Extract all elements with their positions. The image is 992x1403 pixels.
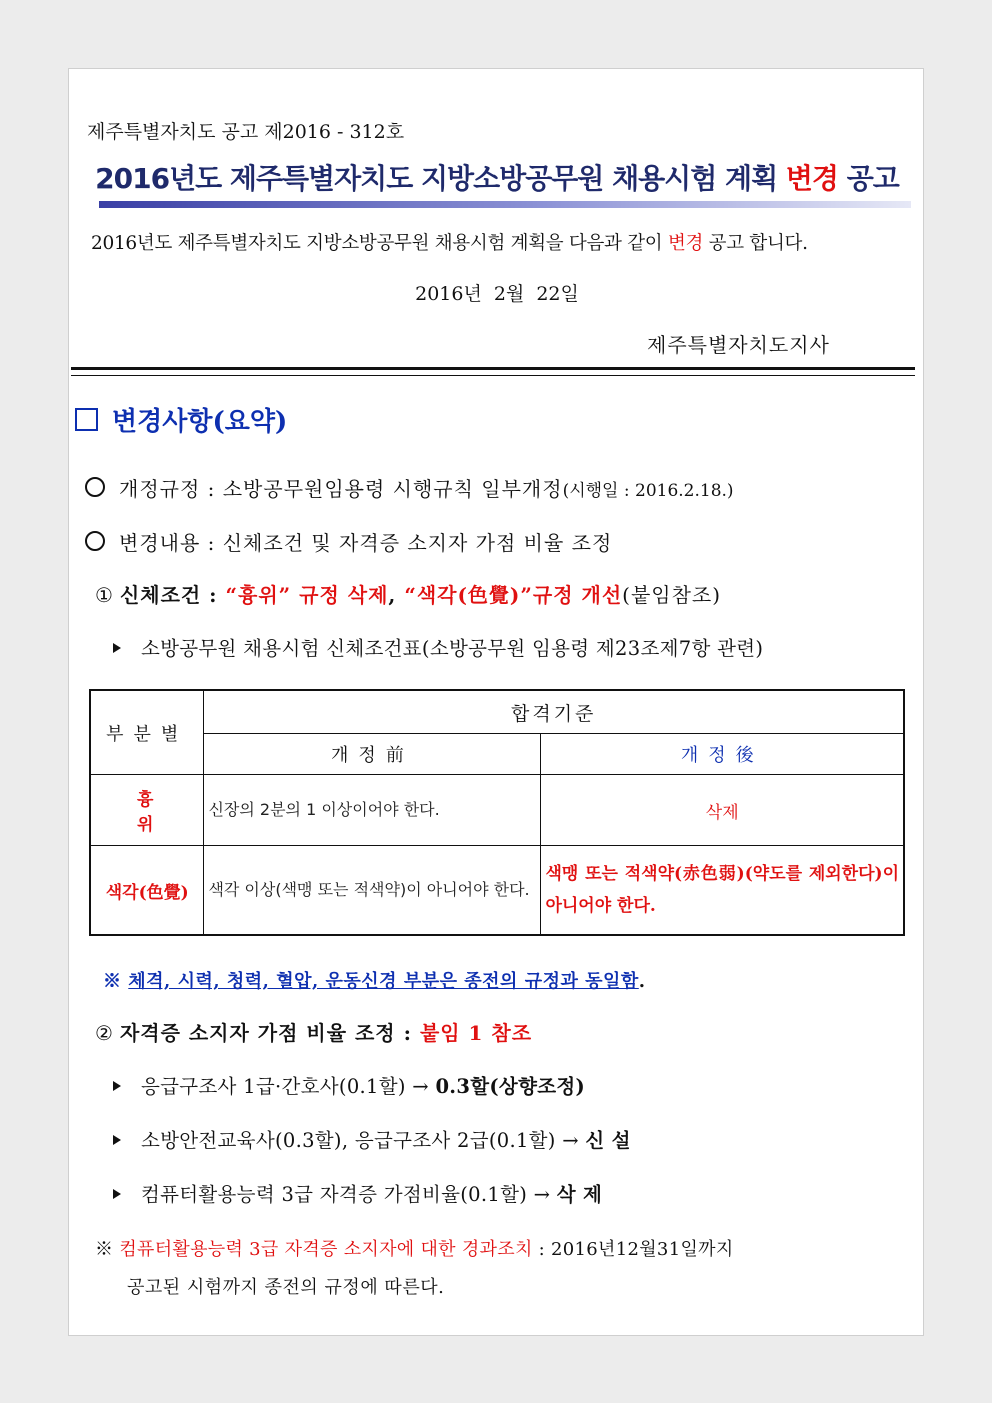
triangle-bullet-icon <box>113 643 121 653</box>
notice-number: 제주특별자치도 공고 제2016 - 312호 <box>87 121 405 143</box>
notice-page <box>68 68 924 1336</box>
bonus-ratio-line <box>95 1017 532 1046</box>
bonus-ratio-label: 자격증 소지자 가점 비율 조정 : <box>119 1021 420 1045</box>
physical-table-caption <box>113 633 763 661</box>
issuer-signature: 제주특별자치도지사 <box>647 333 830 357</box>
transition-note-line2: 공고된 시험까지 종전의 규정에 따른다. <box>127 1277 445 1298</box>
physical-table-caption-text: 소방공무원 채용시험 신체조건표(소방공무원 임용령 제23조제7항 관련) <box>141 637 764 660</box>
change-content-text: 변경내용 : 신체조건 및 자격증 소지자 가점 비율 조정 <box>119 531 613 555</box>
list-item-text: 소방안전교육사(0.3할), 응급구조사 2급(0.1할) → <box>141 1129 586 1152</box>
title-highlight: 변경 <box>785 162 838 195</box>
title-text-end: 공고 <box>837 162 899 195</box>
physical-criteria-table <box>89 689 905 936</box>
triangle-bullet-icon <box>113 1081 121 1091</box>
list-item <box>113 1125 631 1153</box>
separator: , <box>388 583 405 607</box>
row-category: 흉위 <box>90 775 204 846</box>
intro-sentence <box>91 229 808 255</box>
circle-bullet-icon <box>85 477 105 497</box>
note-mark: ※ <box>103 971 129 992</box>
circle-bullet-icon <box>85 531 105 551</box>
triangle-bullet-icon <box>113 1135 121 1145</box>
list-item-result: 신 설 <box>585 1129 631 1152</box>
list-item-result: 삭 제 <box>556 1183 603 1206</box>
header-before-revision: 개정前 <box>204 734 541 775</box>
bonus-attachment-ref: 붙임 1 참조 <box>419 1021 533 1045</box>
chest-rule-deleted: “흉위” 규정 삭제 <box>225 583 389 607</box>
title-underline <box>99 201 911 208</box>
intro-text: 2016년도 제주특별자치도 지방소방공무원 채용시험 계획을 다음과 같이 <box>91 233 668 254</box>
table-row <box>90 775 904 846</box>
header-part: 부분별 <box>90 690 204 775</box>
table-row <box>90 846 904 936</box>
row-after: 삭제 <box>541 775 904 846</box>
note-mark: ※ <box>95 1239 120 1260</box>
notice-title <box>69 157 925 197</box>
change-content-line <box>85 527 612 556</box>
row-after: 색맹 또는 적색약(赤色弱)(약도를 제외한다)이 아니어야 한다. <box>541 846 904 936</box>
intro-highlight: 변경 <box>667 233 704 254</box>
physical-condition-line <box>95 579 721 608</box>
row-before: 색각 이상(색맹 또는 적색약)이 아니어야 한다. <box>204 846 541 936</box>
same-rules-note <box>103 967 646 993</box>
section-heading <box>75 401 287 438</box>
notice-date: 2016년 2월 22일 <box>415 283 579 305</box>
triangle-bullet-icon <box>113 1189 121 1199</box>
title-text: 2016년도 제주특별자치도 지방소방공무원 채용시험 계획 <box>95 162 786 195</box>
row-before: 신장의 2분의 1 이상이어야 한다. <box>204 775 541 846</box>
list-item-text: 응급구조사 1급·간호사(0.1할) → <box>141 1075 436 1098</box>
list-item <box>113 1179 602 1207</box>
note-period: . <box>638 971 646 992</box>
list-item <box>113 1071 585 1099</box>
list-item-text: 컴퓨터활용능력 3급 자격증 가점비율(0.1할) → <box>141 1183 557 1206</box>
item-number: ② <box>95 1021 114 1045</box>
item-number: ① <box>95 583 114 607</box>
color-vision-rule-improved: “색각(色覺)”규정 개선 <box>404 583 623 607</box>
list-item-result: 0.3할(상향조정) <box>435 1075 586 1098</box>
transition-note-deadline: : 2016년12월31일까지 <box>532 1239 734 1260</box>
square-bullet-icon <box>75 408 98 431</box>
revision-rule-text: 개정규정 : 소방공무원임용령 시행규칙 일부개정 <box>119 477 563 501</box>
section-heading-text: 변경사항(요약) <box>112 407 288 437</box>
revision-rule-line <box>85 473 734 502</box>
header-after-revision: 개정後 <box>541 734 904 775</box>
same-rules-text: 체격, 시력, 청력, 혈압, 운동신경 부분은 종전의 규정과 동일함 <box>128 971 639 992</box>
transition-note <box>95 1235 734 1261</box>
row-category: 색각(色覺) <box>90 846 204 936</box>
revision-rule-date: (시행일 : 2016.2.18.) <box>562 481 734 501</box>
intro-text-end: 공고 합니다. <box>703 233 808 254</box>
attachment-ref: (붙임참조) <box>622 583 722 607</box>
header-pass-criteria: 합격기준 <box>204 690 904 734</box>
header-divider <box>71 367 915 376</box>
physical-condition-label: 신체조건 : <box>119 583 226 607</box>
transition-note-title: 컴퓨터활용능력 3급 자격증 소지자에 대한 경과조치 <box>119 1239 533 1260</box>
